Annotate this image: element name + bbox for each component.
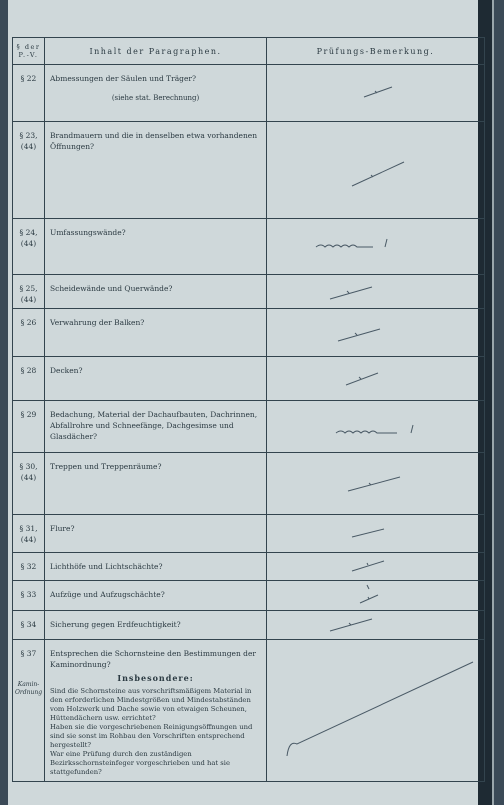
remark-column-header: Prüfungs-Bemerkung. (267, 38, 485, 65)
row-note: (siehe stat. Berechnung) (111, 94, 200, 102)
row-text: Sicherung gegen Erdfeuchtigkeit? (45, 611, 267, 640)
check-mark (267, 275, 485, 309)
section-number: § 32 (13, 553, 45, 581)
row-text: Verwahrung der Balken? (45, 309, 267, 357)
row-text: Entsprechen die Schornsteine den Bestimmungen der Kaminordnung? (50, 649, 256, 669)
table-row (13, 309, 485, 357)
table-row (13, 453, 485, 515)
check-mark (267, 65, 485, 122)
table-row (13, 611, 485, 640)
list-item: Sind die Schornsteine aus vorschriftsmäßigem Material in den erforderlichen Mindestgrößen und Mindestabständen vom Holzwerk und Dache sowie von etwaigen Scheunen, Hüttendächern usw. errichtet? (50, 687, 252, 722)
table-header-row (13, 38, 485, 65)
section-number-cell (13, 640, 45, 782)
check-mark (267, 611, 485, 640)
section-number: § 37 (20, 649, 37, 658)
table-row (13, 65, 485, 122)
section-number: § 24, (44) (13, 219, 45, 275)
row-content (45, 65, 267, 122)
row-content (45, 640, 267, 782)
row-text: Aufzüge und Aufzugschächte? (45, 581, 267, 611)
check-mark (267, 309, 485, 357)
table-row (13, 640, 485, 782)
check-mark (267, 453, 485, 515)
list-item: Haben sie die vorgeschriebenen Reinigungsöffnungen und sind sie sonst im Rohbau den Vorschriften entsprechend hergestellt? (50, 723, 253, 749)
section-number: § 33 (13, 581, 45, 611)
row-text: Decken? (45, 357, 267, 401)
row-text: Bedachung, Material der Dachaufbauten, Dachrinnen, Abfallrohre und Schneefänge, Dachgesimse und Glasdächer? (45, 401, 267, 453)
row-text: Brandmauern und die in denselben etwa vorhandenen Öffnungen? (45, 122, 267, 219)
side-label: Kamin-Ordnung (14, 681, 43, 696)
section-number: § 23, (44) (13, 122, 45, 219)
row-text: Scheidewände und Querwände? (45, 275, 267, 309)
row-text: Flure? (45, 515, 267, 553)
section-column-header: § der P.-V. (13, 38, 45, 65)
section-number: § 25, (44) (13, 275, 45, 309)
inspection-table (12, 37, 485, 782)
check-mark (267, 553, 485, 581)
table-row (13, 401, 485, 453)
check-mark (267, 515, 485, 553)
table-row (13, 275, 485, 309)
squiggle-mark (267, 219, 485, 275)
section-number: § 28 (13, 357, 45, 401)
list-item: War eine Prüfung durch den zuständigen Bezirksschornsteinfeger vorgeschrieben und hat sie stattgefunden? (50, 750, 230, 776)
section-number: § 26 (13, 309, 45, 357)
squiggle-mark (267, 401, 485, 453)
check-mark (267, 581, 485, 611)
content-column-header: Inhalt der Paragraphen. (45, 38, 267, 65)
table-row (13, 122, 485, 219)
check-mark (267, 357, 485, 401)
section-number: § 29 (13, 401, 45, 453)
subheading: Insbesondere: (117, 673, 194, 683)
table-row (13, 515, 485, 553)
table-row (13, 219, 485, 275)
row-text: Treppen und Treppenräume? (45, 453, 267, 515)
long-stroke-mark (267, 640, 485, 782)
section-number: § 31, (44) (13, 515, 45, 553)
check-mark (267, 122, 485, 219)
section-number: § 34 (13, 611, 45, 640)
table-row (13, 553, 485, 581)
row-text: Lichthöfe und Lichtschächte? (45, 553, 267, 581)
row-text: Abmessungen der Säulen und Träger? (50, 74, 197, 83)
section-number: § 22 (13, 65, 45, 122)
table-row (13, 357, 485, 401)
row-text: Umfassungswände? (45, 219, 267, 275)
section-number: § 30, (44) (13, 453, 45, 515)
table-row (13, 581, 485, 611)
